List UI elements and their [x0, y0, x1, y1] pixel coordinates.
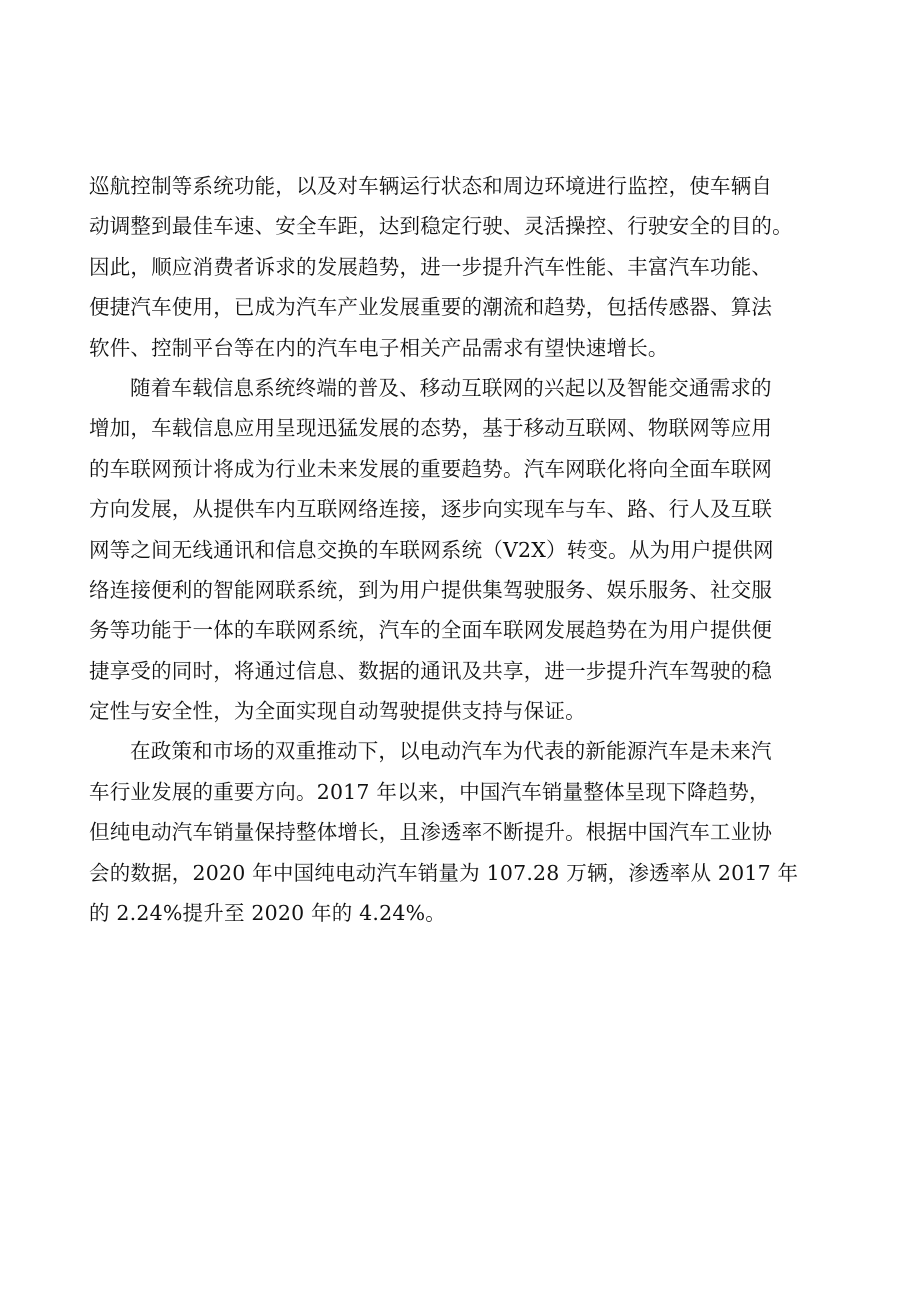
text-line: 软件、控制平台等在内的汽车电子相关产品需求有望快速增长。	[89, 335, 669, 360]
text-line: 定性与安全性，为全面实现自动驾驶提供支持与保证。	[89, 699, 586, 724]
paragraph-first-line: 在政策和市场的双重推动下，以电动汽车为代表的新能源汽车是未来汽	[130, 739, 772, 764]
text-line: 但纯电动汽车销量保持整体增长，且渗透率不断提升。根据中国汽车工业协	[89, 820, 773, 845]
text-line: 务等功能于一体的车联网系统，汽车的全面车联网发展趋势在为用户提供便	[89, 618, 773, 643]
text-line: 动调整到最佳车速、安全车距，达到稳定行驶、灵活操控、行驶安全的目的。	[89, 214, 793, 239]
text-line: 会的数据，2020 年中国纯电动汽车销量为 107.28 万辆，渗透率从 2017 年	[89, 860, 799, 885]
text-line: 的 2.24%提升至 2020 年的 4.24%。	[89, 901, 446, 926]
text-line: 车行业发展的重要方向。2017 年以来，中国汽车销量整体呈现下降趋势，	[89, 779, 770, 804]
text-line: 巡航控制等系统功能，以及对车辆运行状态和周边环境进行监控，使车辆自	[89, 174, 773, 198]
text-line: 网等之间无线通讯和信息交换的车联网系统（V2X）转变。从为用户提供网	[89, 537, 774, 562]
body-text	[89, 166, 849, 933]
text-line: 增加，车载信息应用呈现迅猛发展的态势，基于移动互联网、物联网等应用	[89, 416, 773, 441]
text-line: 方向发展，从提供车内互联网络连接，逐步向实现车与车、路、行人及互联	[89, 497, 773, 522]
text-line: 捷享受的同时，将通过信息、数据的通讯及共享，进一步提升汽车驾驶的稳	[89, 658, 773, 683]
text-line: 因此，顺应消费者诉求的发展趋势，进一步提升汽车性能、丰富汽车功能、	[89, 254, 773, 279]
text-line: 便捷汽车使用，已成为汽车产业发展重要的潮流和趋势，包括传感器、算法	[89, 295, 773, 320]
paragraph-first-line: 随着车载信息系统终端的普及、移动互联网的兴起以及智能交通需求的	[130, 375, 772, 400]
text-line: 的车联网预计将成为行业未来发展的重要趋势。汽车网联化将向全面车联网	[89, 456, 773, 481]
text-line: 络连接便利的智能网联系统，到为用户提供集驾驶服务、娱乐服务、社交服	[89, 577, 773, 602]
